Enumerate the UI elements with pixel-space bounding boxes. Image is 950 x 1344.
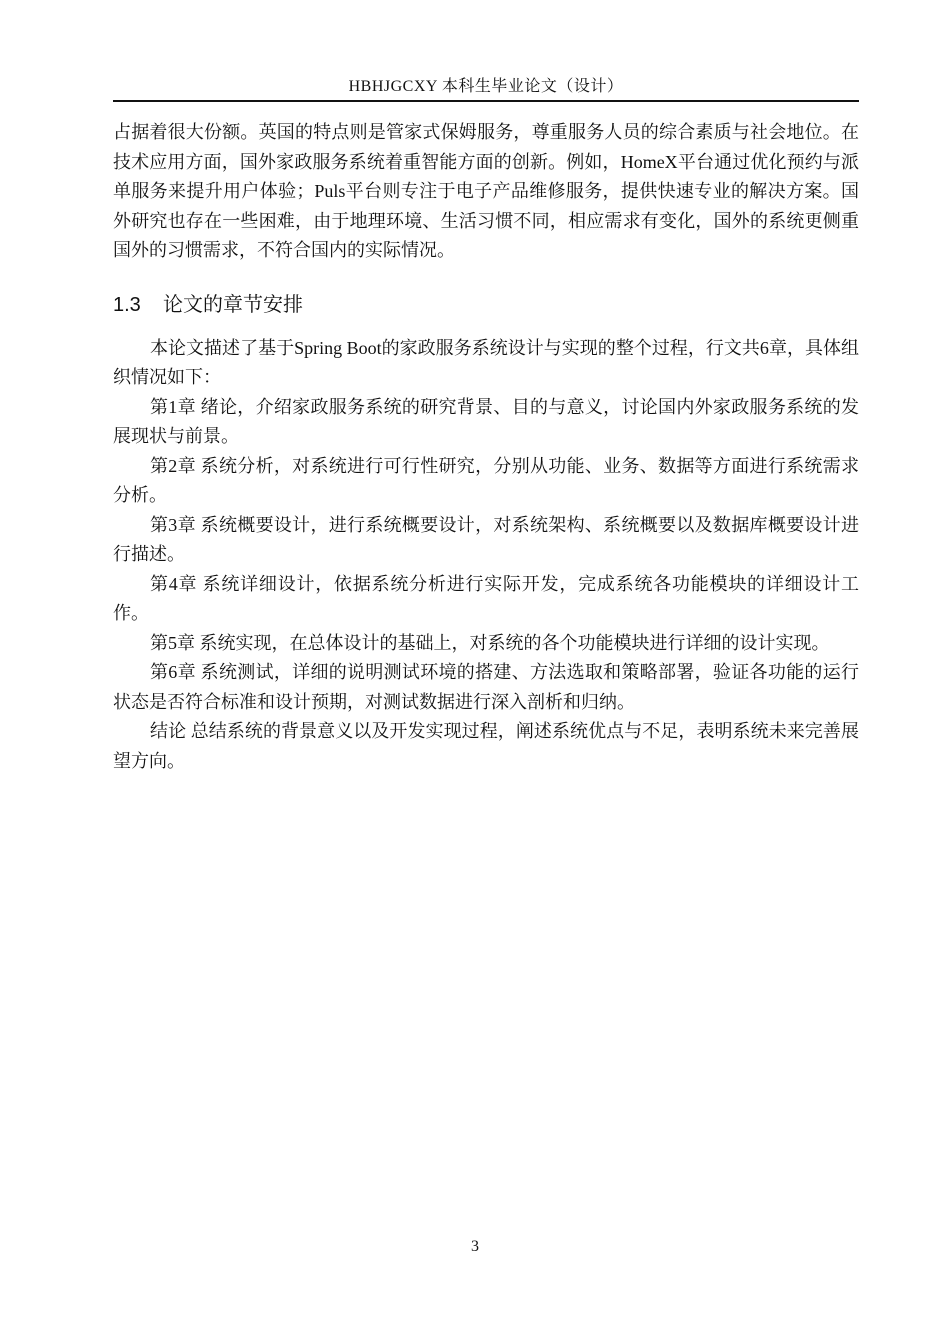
paragraph-chapter-5: 第5章 系统实现，在总体设计的基础上，对系统的各个功能模块进行详细的设计实现。 [150, 632, 830, 653]
paragraph-chapter-3: 第3章 系统概要设计，进行系统概要设计，对系统架构、系统概要以及数据库概要设计进行描述。 [113, 514, 859, 564]
paragraph-chapter-6: 第6章 系统测试，详细的说明测试环境的搭建、方法选取和策略部署，验证各功能的运行状态是否符合标准和设计预期，对测试数据进行深入剖析和归纳。 [113, 662, 859, 712]
header-rule [113, 100, 859, 102]
section-title: 论文的章节安排 [163, 293, 303, 316]
page-number: 3 [471, 1238, 479, 1255]
paragraph-chapter-2: 第2章 系统分析，对系统进行可行性研究，分别从功能、业务、数据等方面进行系统需求分析。 [113, 455, 859, 505]
paragraph-conclusion: 结论 总结系统的背景意义以及开发实现过程，阐述系统优点与不足，表明系统未来完善展望方向。 [113, 721, 859, 771]
paragraph-chapter-4: 第4章 系统详细设计，依据系统分析进行实际开发，完成系统各功能模块的详细设计工作。 [113, 573, 859, 623]
section-number: 1.3 [113, 293, 141, 316]
paragraph-overview: 本论文描述了基于Spring Boot的家政服务系统设计与实现的整个过程，行文共6章，具体组织情况如下： [113, 337, 859, 387]
running-header: HBHJGCXY 本科生毕业论文（设计） [348, 78, 624, 95]
body-text [113, 118, 859, 776]
section-heading [113, 290, 859, 320]
paragraph-chapter-1: 第1章 绪论，介绍家政服务系统的研究背景、目的与意义，讨论国内外家政服务系统的发展现状与前景。 [113, 396, 859, 446]
intro-paragraph: 占据着很大份额。英国的特点则是管家式保姆服务，尊重服务人员的综合素质与社会地位。在技术应用方面，国外家政服务系统着重智能方面的创新。例如，HomeX平台通过优化预约与派单服务来提升用户体验；Puls平台则专注于电子产品维修服务，提供快速专业的解决方案。国外研究也存在一些困难，由于地理环境、生活习惯不同，相应需求有变化，国外的系统更侧重国外的习惯需求，不符合国内的实际情况。 [113, 122, 859, 260]
